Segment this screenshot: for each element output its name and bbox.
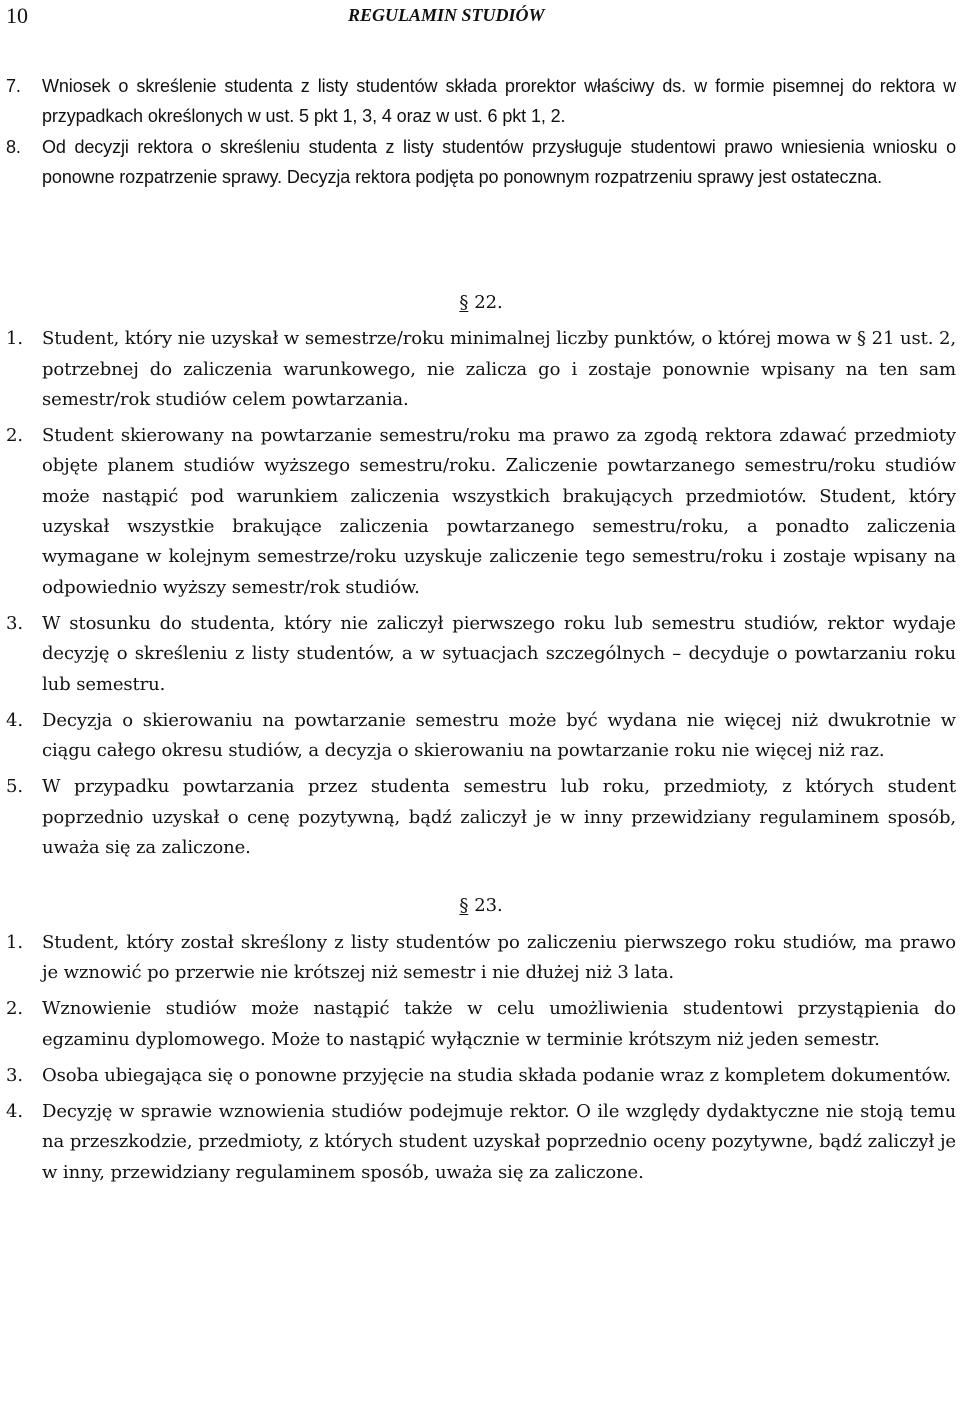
paragraph-text: Student, który nie uzyskał w semestrze/roku minimalnej liczby punktów, o której mowa w § 21 ust. 2, potrzebnej do zaliczenia warunkowego, nie zalicza go i zostaje ponownie wpisany na ten sam semestr/rok studiów celem powtarzania. xyxy=(42,328,956,410)
paragraph-number: 2. xyxy=(6,998,23,1020)
paragraph-text: W stosunku do studenta, który nie zaliczył pierwszego roku lub semestru studiów, rektor wydaje decyzję o skreśleniu z listy studentów, a w sytuacjach szczególnych – decyduje o powtarzaniu roku lub semestru. xyxy=(42,612,956,695)
main-sections xyxy=(6,288,956,1188)
paragraph-text: Wznowienie studiów może nastąpić także w celu umożliwienia studentowi przystąpienia do egzaminu dyplomowego. Może to nastąpić wyłącznie w terminie krótszym niż jeden semestr. xyxy=(42,998,956,1050)
section-22-paragraph-4 xyxy=(6,706,956,767)
paragraph-text: Student, który został skreślony z listy studentów po zaliczeniu pierwszego roku studiów, ma prawo je wznowić po przerwie nie krótszej niż semestr i nie dłużej niż 3 lata. xyxy=(42,931,956,983)
paragraph-8 xyxy=(6,132,956,193)
paragraph-number: 5. xyxy=(6,776,23,798)
paragraph-number: 1. xyxy=(6,931,23,953)
paragraph-text: Wniosek o skreślenie studenta z listy studentów składa prorektor właściwy ds. w formie pisemnej do rektora w przypadkach określonych w ust. 5 pkt 1, 3, 4 oraz w ust. 6 pkt 1, 2. xyxy=(42,76,956,127)
paragraph-7 xyxy=(6,71,956,132)
section-22-paragraph-3 xyxy=(6,609,956,700)
page-number: 10 xyxy=(6,3,28,28)
paragraph-number: 4. xyxy=(6,709,23,731)
paragraph-number: 8. xyxy=(6,136,21,157)
section-22-paragraph-5 xyxy=(6,772,956,863)
paragraph-number: 4. xyxy=(6,1101,23,1123)
paragraph-text: Decyzja o skierowaniu na powtarzanie semestru może być wydana nie więcej niż dwukrotnie w ciągu całego okresu studiów, a decyzja o skierowaniu na powtarzanie roku nie więcej niż raz. xyxy=(42,709,956,762)
section-23-paragraph-4 xyxy=(6,1097,956,1188)
section-23-paragraph-1 xyxy=(6,928,956,989)
section-number: 23. xyxy=(474,895,503,917)
paragraph-number: 3. xyxy=(6,612,23,634)
paragraph-number: 1. xyxy=(6,328,23,350)
running-title: REGULAMIN STUDIÓW xyxy=(348,5,545,25)
paragraph-text: W przypadku powtarzania przez studenta semestru lub roku, przedmioty, z których student poprzednio uzyskał o cenę pozytywną, bądź zaliczył je w inny przewidziany regulaminem sposób, uważa się za zaliczone. xyxy=(42,776,956,859)
section-22-paragraph-2 xyxy=(6,421,956,603)
section-23-heading xyxy=(6,891,956,921)
section-22-paragraph-1 xyxy=(6,324,956,415)
section-22-heading xyxy=(6,288,956,318)
paragraph-number: 3. xyxy=(6,1064,23,1086)
paragraph-text: Decyzję w sprawie wznowienia studiów podejmuje rektor. O ile względy dydaktyczne nie stoją temu na przeszkodzie, przedmioty, z których student uzyskał poprzednio oceny pozytywne, bądź zaliczył je w inny, przewidziany regulaminem sposób, uważa się za zaliczone. xyxy=(42,1101,956,1183)
paragraph-number: 2. xyxy=(6,425,23,447)
top-paragraphs xyxy=(6,71,956,192)
section-23-paragraph-2 xyxy=(6,994,956,1055)
section-number: 22. xyxy=(474,292,503,313)
paragraph-text: Student skierowany na powtarzanie semestru/roku ma prawo za zgodą rektora zdawać przedmioty objęte planem studiów wyższego semestru/roku. Zaliczenie powtarzanego semestru/roku studiów może nastąpić pod warunkiem zaliczenia wszystkich brakujących przedmiotów. Student, który uzyskał wszystkie brakujące zaliczenia powtarzanego semestru/roku, a ponadto zaliczenia wymagane w kolejnym semestrze/roku uzyskuje zaliczenie tego semestru/roku i zostaje wpisany na odpowiednio wyższy semestr/rok studiów. xyxy=(42,425,956,598)
section-sign: § xyxy=(459,895,469,917)
paragraph-number: 7. xyxy=(6,76,21,96)
section-23-paragraph-3 xyxy=(6,1061,956,1091)
paragraph-text: Osoba ubiegająca się o ponowne przyjęcie na studia składa podanie wraz z kompletem dokumentów. xyxy=(42,1064,952,1086)
page-header xyxy=(0,0,960,36)
paragraph-text: Od decyzji rektora o skreśleniu studenta z listy studentów przysługuje studentowi prawo wniesienia wniosku o ponowne rozpatrzenie sprawy. Decyzja rektora podjęta po ponownym rozpatrzeniu sprawy jest ostateczna. xyxy=(42,136,956,187)
section-sign: § xyxy=(459,292,469,313)
